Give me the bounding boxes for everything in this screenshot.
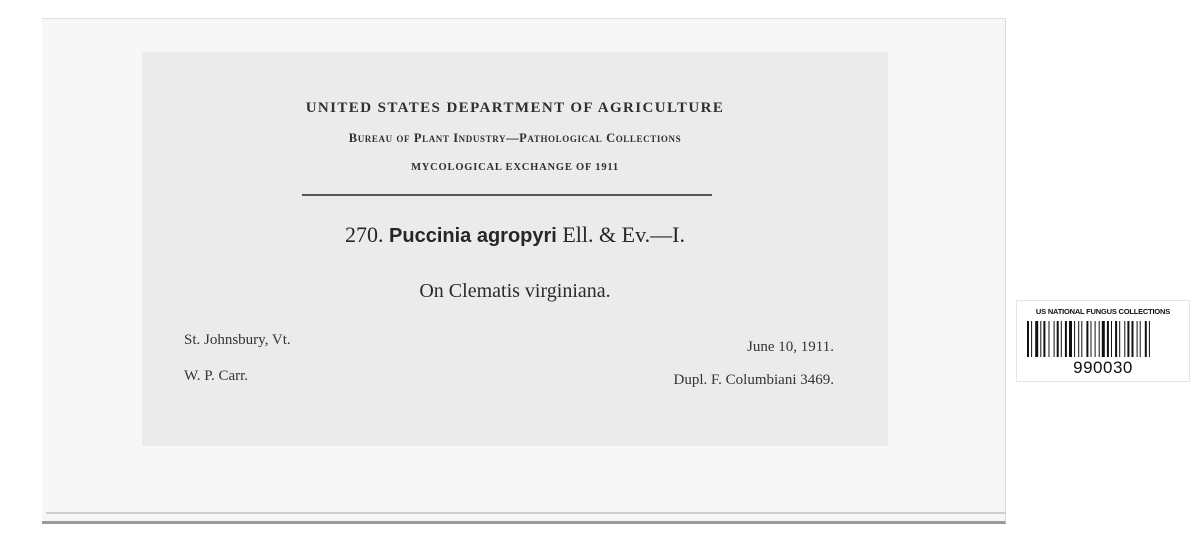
packet-fold-edge [46, 512, 1006, 514]
species-name: Puccinia agropyri [389, 225, 557, 247]
collector-name: W. P. Carr. [184, 368, 249, 384]
label-divider [302, 194, 712, 196]
collection-date: June 10, 1911. [747, 339, 834, 355]
barcode-caption: US NATIONAL FUNGUS COLLECTIONS [1035, 307, 1171, 316]
specimen-title [142, 222, 888, 248]
label-header-department: UNITED STATES DEPARTMENT OF AGRICULTURE [305, 100, 725, 116]
specimen-label [142, 52, 888, 446]
duplicate-reference: Dupl. F. Columbiani 3469. [673, 372, 834, 388]
barcode-number: 990030 [1073, 358, 1133, 377]
barcode-tag [1016, 300, 1190, 382]
species-authority: Ell. & Ev.—I. [562, 222, 685, 247]
barcode-icon [1027, 321, 1179, 357]
label-header-bureau: Bureau of Plant Industry—Pathological Collections [348, 131, 682, 145]
label-header-exchange: MYCOLOGICAL EXCHANGE OF 1911 [411, 162, 619, 173]
host-plant: On Clematis virginiana. [419, 280, 611, 302]
collection-locality: St. Johnsbury, Vt. [184, 332, 291, 348]
specimen-number: 270. [345, 222, 384, 247]
